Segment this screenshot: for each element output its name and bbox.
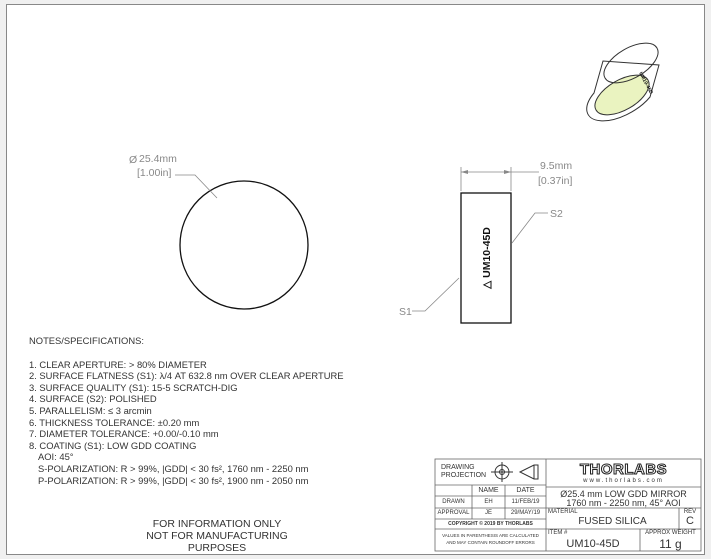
note-item: 5. PARALLELISM: ≤ 3 arcmin bbox=[29, 404, 152, 416]
note-item: 4. SURFACE (S2): POLISHED bbox=[29, 393, 157, 405]
coating-detail: AOI: 45° bbox=[38, 451, 74, 463]
drawn-date: 11/FEB/19 bbox=[511, 499, 540, 505]
note-item: 6. THICKNESS TOLERANCE: ±0.20 mm bbox=[29, 416, 200, 428]
rev-label: REV bbox=[683, 509, 697, 515]
description-line-2: 1760 nm - 2250 nm, 45° AOI bbox=[566, 498, 681, 508]
projection-symbol bbox=[491, 462, 538, 482]
iso-engraving: UM10-45D bbox=[637, 71, 654, 96]
approval-label: APPROVAL bbox=[437, 510, 470, 516]
disclaimer-line-1: FOR INFORMATION ONLY bbox=[152, 518, 282, 530]
website: www.thorlabs.com bbox=[583, 478, 664, 484]
description-line-1: Ø25.4 mm LOW GDD MIRROR bbox=[560, 489, 687, 499]
s1-label: S1 bbox=[399, 306, 412, 318]
note-item: 8. COATING (S1): LOW GDD COATING bbox=[29, 439, 197, 451]
drawing-projection-label: DRAWING PROJECTION bbox=[441, 464, 487, 479]
thorlabs-logo: THORLABS bbox=[579, 461, 668, 478]
note-item: 2. SURFACE FLATNESS (S1): λ/4 AT 632.8 nm OVER CLEAR APERTURE bbox=[29, 370, 344, 382]
col-date: DATE bbox=[516, 487, 535, 494]
note-item: 3. SURFACE QUALITY (S1): 15-5 SCRATCH-DIG bbox=[29, 381, 238, 393]
thickness-in: [0.37in] bbox=[538, 175, 573, 187]
information-disclaimer bbox=[117, 518, 317, 554]
drawing-sheet bbox=[6, 4, 705, 555]
coating-detail: S-POLARIZATION: R > 99%, |GDD| < 30 fs², 1760 nm - 2250 nm bbox=[38, 462, 309, 474]
s2-leader bbox=[512, 213, 548, 243]
weight-label: APPROX WEIGHT bbox=[645, 530, 696, 536]
weight-value: 11 g bbox=[659, 537, 682, 551]
drawn-name: EH bbox=[484, 499, 493, 505]
material-value: FUSED SILICA bbox=[578, 516, 647, 527]
diameter-leader bbox=[175, 175, 217, 198]
approval-date: 29/MAY/19 bbox=[510, 510, 541, 516]
rev-value: C bbox=[686, 515, 694, 527]
dim-arrow-right bbox=[504, 170, 511, 174]
notes-header: NOTES/SPECIFICATIONS: bbox=[29, 335, 144, 346]
item-label: ITEM # bbox=[548, 530, 568, 536]
dim-arrow-left bbox=[461, 170, 468, 174]
thickness-mm: 9.5mm bbox=[540, 160, 573, 172]
diameter-mm: 25.4mm bbox=[139, 153, 177, 165]
values-note-1: VALUES IN PARENTHESIS ARE CALCULATED bbox=[442, 533, 539, 538]
approval-name: JE bbox=[484, 510, 492, 516]
coating-detail: P-POLARIZATION: R > 99%, |GDD| < 30 fs², 1900 nm - 2050 nm bbox=[38, 474, 309, 486]
values-note-2: AND MAY CONTAIN ROUNDOFF ERRORS bbox=[446, 540, 535, 545]
s2-label: S2 bbox=[550, 208, 563, 220]
front-view-circle bbox=[180, 181, 308, 309]
note-item: 1. CLEAR APERTURE: > 80% DIAMETER bbox=[29, 358, 207, 370]
material-label: MATERIAL bbox=[548, 509, 578, 515]
col-name: NAME bbox=[478, 487, 499, 494]
diameter-symbol: Ø bbox=[129, 154, 138, 166]
drawn-label: DRAWN bbox=[442, 499, 465, 505]
note-item: 7. DIAMETER TOLERANCE: +0.00/-0.10 mm bbox=[29, 428, 219, 440]
isometric-view bbox=[587, 35, 665, 123]
diameter-in: [1.00in] bbox=[137, 167, 172, 179]
item-number: UM10-45D bbox=[566, 538, 620, 550]
s1-leader bbox=[412, 278, 459, 311]
engraving-text: △ UM10-45D bbox=[481, 227, 493, 289]
disclaimer-line-2: NOT FOR MANUFACTURING PURPOSES bbox=[146, 530, 288, 554]
notes-block bbox=[29, 335, 344, 486]
copyright: COPYRIGHT © 2019 BY THORLABS bbox=[448, 521, 533, 527]
